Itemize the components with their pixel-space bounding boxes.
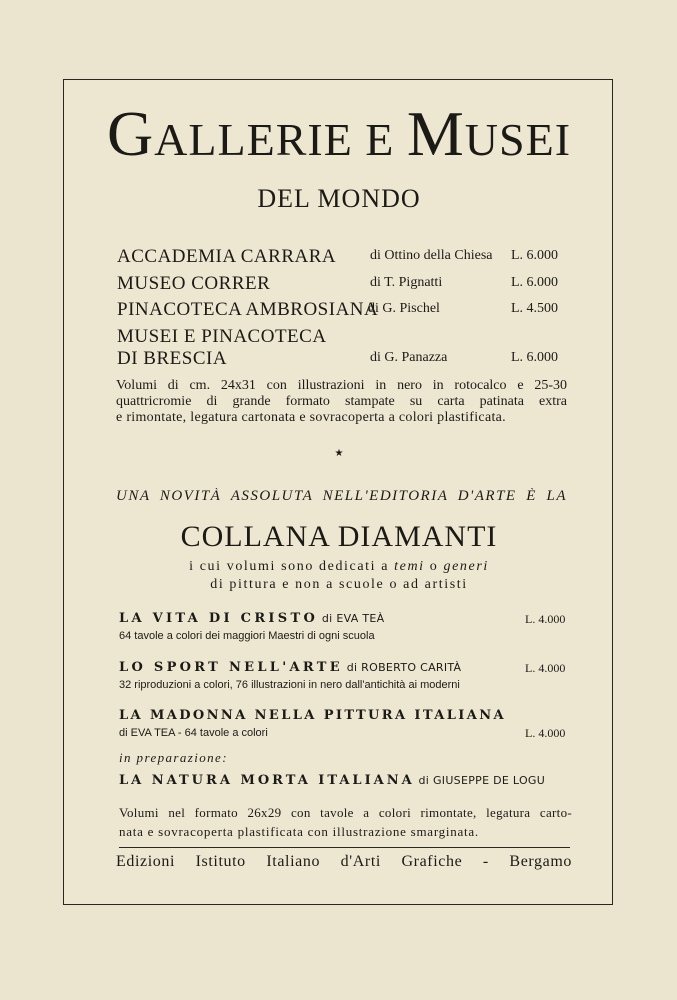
book-title: LA NATURA MORTA ITALIANA di GIUSEPPE DE LOGU: [119, 773, 546, 788]
book-title: LO SPORT NELL'ARTE di ROBERTO CARITÀ: [119, 660, 462, 675]
museum-price: L. 4.500: [511, 301, 559, 316]
museum-price: L. 6.000: [511, 350, 559, 365]
museum-price: L. 6.000: [511, 248, 559, 263]
book-detail: di EVA TEA - 64 tavole a colori: [119, 727, 268, 739]
collana-subtitle: i cui volumi sono dedicati a temi o generi: [189, 559, 489, 574]
book-price: L. 4.000: [525, 726, 566, 740]
divider: [119, 847, 570, 848]
publisher: Edizioni Istituto Italiano d'Arti Grafiche - Bergamo: [116, 853, 572, 870]
museum-name: PINACOTECA AMBROSIANA: [117, 299, 379, 320]
museum-author: di G. Panazza: [370, 350, 448, 365]
museum-name-line2: DI BRESCIA: [117, 348, 228, 369]
museums-description-line: e rimontate, legatura cartonata e sovracoperta a colori plastificata.: [116, 410, 506, 425]
book-title: LA VITA DI CRISTO di EVA TEÀ: [119, 611, 385, 626]
museum-author: di Ottino della Chiesa: [370, 248, 493, 263]
book-detail: 64 tavole a colori dei maggiori Maestri di ogni scuola: [119, 630, 375, 642]
museum-price: L. 6.000: [511, 275, 559, 290]
in-preparation-label: in preparazione:: [119, 750, 228, 765]
museum-author: di G. Pischel: [368, 301, 440, 316]
page-subtitle: DEL MONDO: [257, 184, 421, 213]
novelty-line: UNA NOVITÀ ASSOLUTA NELL'EDITORIA D'ARTE È LA: [116, 488, 567, 504]
museum-author: di T. Pignatti: [370, 275, 443, 290]
book-title: LA MADONNA NELLA PITTURA ITALIANA: [119, 708, 506, 723]
book-detail: 32 riproduzioni a colori, 76 illustrazioni in nero dall'antichità ai moderni: [119, 679, 460, 691]
book-price: L. 4.000: [525, 661, 566, 675]
museums-description-line: Volumi di cm. 24x31 con illustrazioni in nero in rotocalco e 25-30: [116, 378, 567, 393]
museums-description-line: quattricromie di grande formato stampate su carta patinata extra: [116, 394, 567, 409]
collana-subtitle-line2: di pittura e non a scuole o ad artisti: [210, 577, 468, 592]
star-separator: ★: [334, 448, 344, 459]
museum-name: MUSEO CORRER: [117, 273, 271, 294]
format-description-line: Volumi nel formato 26x29 con tavole a colori rimontate, legatura carto-: [119, 805, 572, 820]
collana-title: COLLANA DIAMANTI: [180, 520, 498, 553]
page-title: GALLERIE E MUSEI: [106, 98, 572, 169]
museum-name: MUSEI E PINACOTECA: [117, 326, 327, 347]
format-description-line: nata e sovracoperta plastificata con illustrazione smarginata.: [119, 824, 479, 839]
page-frame: [63, 79, 613, 905]
book-price: L. 4.000: [525, 612, 566, 626]
museum-name: ACCADEMIA CARRARA: [117, 246, 337, 267]
